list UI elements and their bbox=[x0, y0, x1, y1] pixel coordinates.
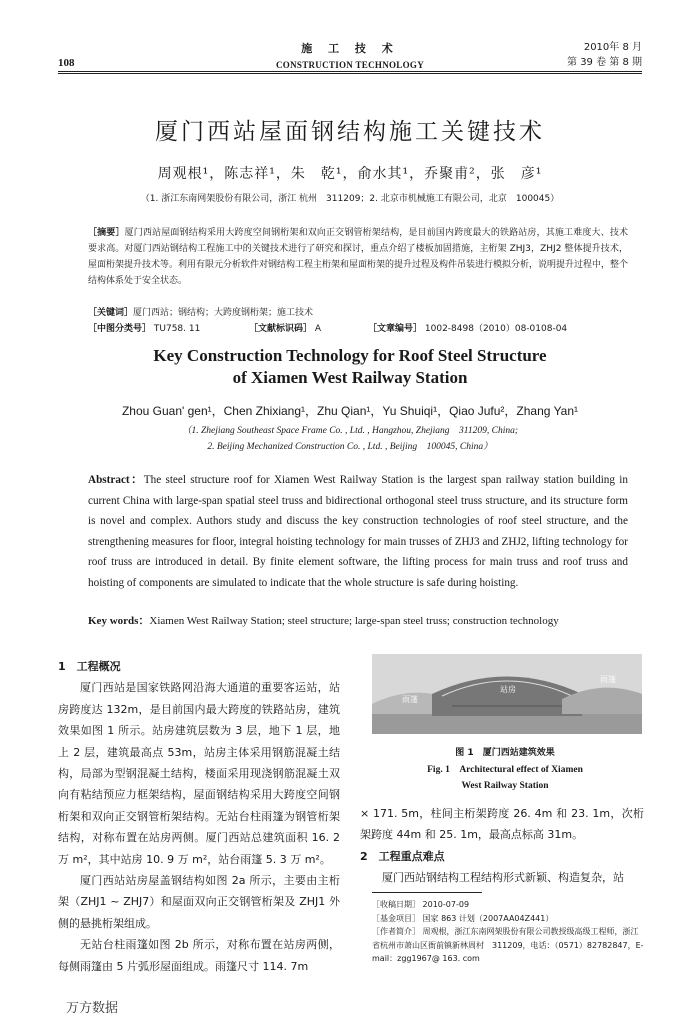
article-number bbox=[368, 321, 567, 334]
section2-paragraph: 厦门西站钢结构工程结构形式新颖、构造复杂，站 bbox=[382, 871, 624, 885]
footnote-author-bio: ［作者简介］ 周观根，浙江东南网架股份有限公司教授级高级工程师，浙江省杭州市萧山区衙前镇新林周村 311209，电话：（0571）82782847，E-mail：zgg1967@ 163. com bbox=[372, 927, 644, 963]
body-right-column bbox=[360, 803, 644, 889]
doc-code-label: ［文献标识码］ bbox=[249, 324, 313, 334]
journal-name-cn: 施 工 技 术 bbox=[301, 42, 399, 55]
abstract-cn-text: 厦门西站屋面钢结构采用大跨度空间钢桁架和双向正交钢管桁架结构，是目前国内跨度最大的铁路站房，其施工难度大、技术要求高。对厦门西站钢结构工程施工中的关键技术进行了研究和探讨，重点介绍了楼板加固措施，主桁架 ZHJ3，ZHJ2 整体提升技术，屋面桁架提升技术等。利用有限元分析软件对钢结构工程主桁架和屋面桁架的提升过程及构件吊装进行模拟分析，说明提升过程中，整个结构体系处于安全状态。 bbox=[88, 228, 629, 286]
abstract-cn bbox=[88, 225, 628, 289]
footnote-received: ［收稿日期］ 2010-07-09 bbox=[372, 900, 470, 909]
caption-en-line1: Fig. 1 Architectural effect of Xiamen bbox=[427, 765, 583, 775]
section1-continuation: × 171. 5m，柱间主桁架跨度 26. 4m 和 23. 1m，次桁架跨度 44m 和 25. 1m，最高点标高 31m。 bbox=[360, 807, 644, 842]
authors-en: Zhou Guan' gen¹，Chen Zhixiang¹，Zhu Qian¹，Yu Shuiqi¹，Qiao Jufu²，Zhang Yan¹ bbox=[121, 404, 579, 418]
issue-info bbox=[567, 40, 642, 70]
figure-1-caption-en bbox=[360, 762, 650, 794]
keywords-en bbox=[88, 612, 648, 628]
section1-heading: 1 工程概况 bbox=[58, 660, 121, 673]
authors-cn: 周观根¹，陈志祥¹，朱 乾¹，俞水其¹，乔聚甫²，张 彦¹ bbox=[157, 166, 543, 182]
issue-date: 2010年 8 月 bbox=[583, 42, 642, 53]
figure-1-rendering bbox=[372, 654, 642, 734]
abstract-en-text: The steel structure roof for Xiamen West Railway Station is the largest span railway station building in current China with large-span spatial steel truss and bidirectional orthogonal steel truss structure, and its structure form is novel and complex. Authors study and discuss the key construction technologies of roof steel structure, and the strengthening measures for floor, integral hoisting technology for main trusses of ZHJ3 and ZHJ2, lifting technology for roof truss are introduced in detail. By finite element software, the lifting process for main truss and roof truss and hoisting of components are simulated to indicate that the whole structure is safe during hoisting. bbox=[88, 474, 628, 589]
abstract-cn-label: ［摘要］ bbox=[88, 228, 125, 238]
article-no-label: ［文章编号］ bbox=[368, 324, 423, 334]
paper-title-cn: 厦门西站屋面钢结构施工关键技术 bbox=[155, 119, 545, 145]
header-rule-top bbox=[58, 71, 642, 72]
article-no-value: 1002-8498（2010）08-0108-04 bbox=[424, 324, 568, 334]
watermark: 万方数据 bbox=[66, 1001, 119, 1016]
section1-paragraph-3: 无站台柱雨篷如图 2b 所示，对称布置在站房两侧，每侧雨篷由 5 片弧形屋面组成。雨篷尺寸 114. 7m bbox=[58, 938, 340, 973]
doc-code-value: A bbox=[314, 324, 322, 334]
body-left-column bbox=[58, 656, 340, 977]
section1-paragraph-2: 厦门西站站房屋盖钢结构如图 2a 所示，主要由主桁架（ZHJ1 ~ ZHJ7）和屋面双向正交钢管桁架及 ZHJ1 外侧的悬挑桁架组成。 bbox=[58, 874, 340, 930]
paper-title-en bbox=[0, 345, 700, 389]
clc-value: TU758. 11 bbox=[153, 324, 201, 334]
abstract-en bbox=[88, 470, 628, 593]
header-rule-bottom bbox=[58, 73, 642, 74]
keywords-en-text: Xiamen West Railway Station; steel structure; large-span steel truss; construction technology bbox=[149, 615, 559, 627]
label-station: 站房 bbox=[500, 685, 516, 694]
label-canopy-left: 雨篷 bbox=[402, 695, 418, 704]
title-en-line2: of Xiamen West Railway Station bbox=[232, 368, 468, 387]
figure-1-caption-cn: 图 1 厦门西站建筑效果 bbox=[455, 748, 555, 758]
label-canopy-right: 雨篷 bbox=[600, 675, 616, 684]
keywords-cn-label: ［关键词］ bbox=[88, 308, 134, 318]
affiliation-en bbox=[0, 423, 700, 455]
affiliation-en-line1: （1. Zhejiang Southeast Space Frame Co. , Ltd. , Hangzhou, Zhejiang 311209, China; bbox=[181, 426, 518, 436]
footnote-rule bbox=[372, 892, 482, 893]
volume-issue: 第 39 卷 第 8 期 bbox=[567, 57, 642, 68]
affiliation-en-line2: 2. Beijing Mechanized Construction Co. , Ltd. , Beijing 100045, China） bbox=[207, 442, 493, 452]
clc-number bbox=[88, 321, 200, 334]
doc-code bbox=[249, 321, 321, 334]
footnote bbox=[372, 898, 644, 966]
page-number: 108 bbox=[58, 57, 75, 69]
affiliation-cn: （1. 浙江东南网架股份有限公司，浙江 杭州 311209；2. 北京市机械施工有限公司，北京 100045） bbox=[140, 194, 560, 204]
keywords-cn bbox=[88, 305, 628, 318]
section2-heading: 2 工程重点难点 bbox=[360, 849, 445, 863]
title-en-line1: Key Construction Technology for Roof Steel Structure bbox=[153, 346, 547, 365]
clc-label: ［中图分类号］ bbox=[88, 324, 152, 334]
footnote-fund: ［基金项目］ 国家 863 计划（2007AA04Z441） bbox=[372, 913, 554, 923]
abstract-en-label: Abstract： bbox=[88, 474, 144, 486]
section1-paragraph-1: 厦门西站是国家铁路网沿海大通道的重要客运站，站房跨度达 132m，是目前国内最大跨度的铁路站房，建筑效果如图 1 所示。站房建筑层数为 3 层，地下 1 层，地上 2 层，建筑最高点 53m，站房主体采用钢筋混凝土结构，局部为型钢混凝土结构，楼面采用现浇钢筋混凝土双向有粘结预应力框架结构，屋面钢结构采用大跨度空间钢桁架和双向正交钢管桁架结构。无站台柱雨篷为钢管桁架结构，对称布置在站房两侧。厦门西站总建筑面积 16. 2 万 m²，其中站房 10. 9 万 m²，站台雨篷 5. 3 万 m²。 bbox=[58, 681, 340, 866]
keywords-cn-text: 厦门西站；钢结构；大跨度钢桁架；施工技术 bbox=[133, 308, 314, 318]
journal-name-en: CONSTRUCTION TECHNOLOGY bbox=[275, 60, 424, 70]
keywords-en-label: Key words： bbox=[88, 615, 150, 627]
caption-en-line2: West Railway Station bbox=[461, 781, 549, 791]
